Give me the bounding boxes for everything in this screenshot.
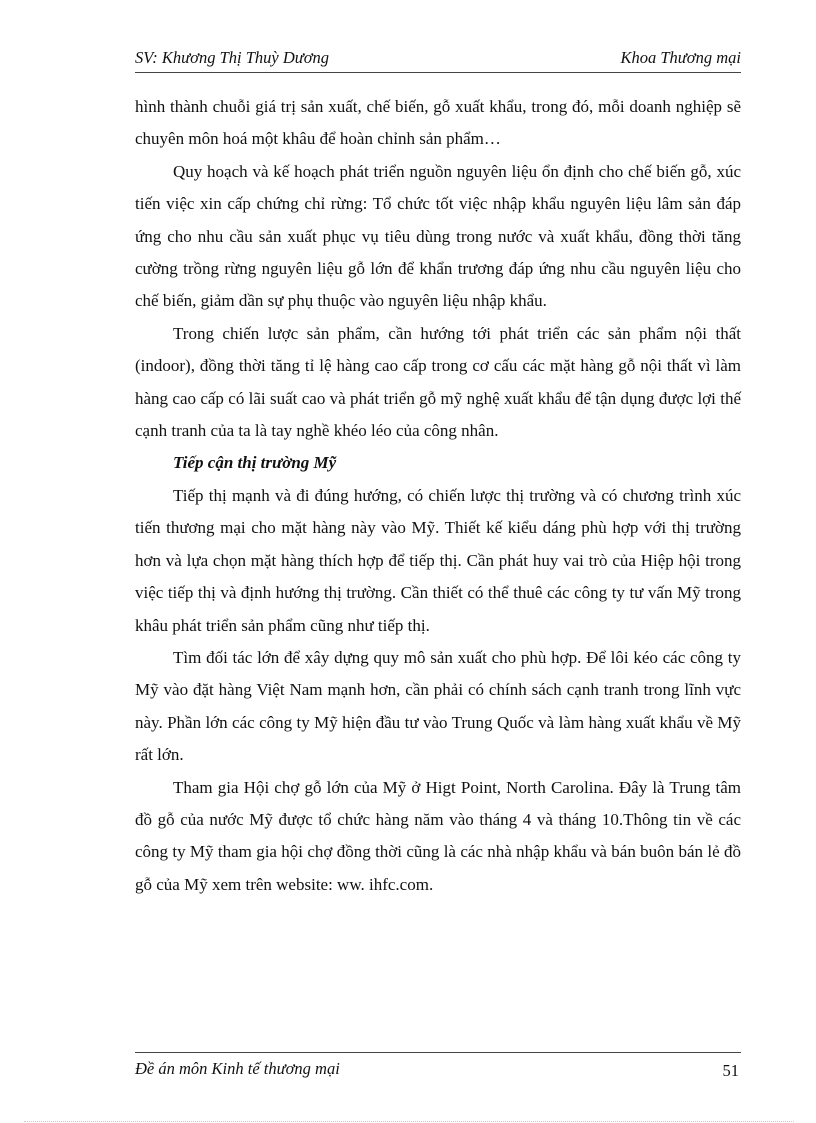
paragraph-3: Trong chiến lược sản phẩm, cần hướng tới phát triển các sản phẩm nội thất (indoor), đồng thời tăng tỉ lệ hàng cao cấp trong cơ cấu các mặt hàng gỗ nội thất vì làm hàng cao cấp có lãi suất cao và phát triển gỗ mỹ nghệ xuất khẩu để tận dụng được lợi thế cạnh tranh của ta là tay nghề khéo léo của công nhân.: [135, 323, 741, 441]
paragraph-6: Tham gia Hội chợ gỗ lớn của Mỹ ở Higt Point, North Carolina. Đây là Trung tâm đồ gỗ của nước Mỹ được tổ chức hàng năm vào tháng 4 và tháng 10.Thông tin về các công ty Mỹ tham gia hội chợ đồng thời cũng là các nhà nhập khẩu và bán buôn bán lẻ đồ gỗ của Mỹ xem trên website: ww. ihfc.com.: [135, 777, 741, 894]
header-faculty: Khoa Thương mại: [620, 48, 741, 67]
page-footer: [135, 1052, 741, 1083]
paragraph-5: Tìm đối tác lớn để xây dựng quy mô sản xuất cho phù hợp. Để lôi kéo các công ty Mỹ vào đặt hàng Việt Nam mạnh hơn, cần phải có chính sách cạnh tranh trong lĩnh vực này. Phần lớn các công ty Mỹ hiện đầu tư vào Trung Quốc và làm hàng xuất khẩu về Mỹ rất lớn.: [135, 647, 741, 765]
page-edge-divider: [24, 1121, 794, 1122]
paragraph-2: Quy hoạch và kế hoạch phát triển nguồn nguyên liệu ổn định cho chế biến gỗ, xúc tiến việc xin cấp chứng chỉ rừng: Tổ chức tốt việc nhập khẩu nguyên liệu lâm sản đáp ứng cho nhu cầu sản xuất phục vụ tiêu dùng trong nước và xuất khẩu, đồng thời tăng cường trồng rừng nguyên liệu gỗ lớn để khẩn trương đáp ứng nhu cầu nguyên liệu cho chế biến, giảm dần sự phụ thuộc vào nguyên liệu nhập khẩu.: [135, 161, 741, 311]
section-subheading: Tiếp cận thị trường Mỹ: [173, 453, 337, 473]
header-student-name: SV: Khương Thị Thuỳ Dương: [135, 48, 330, 67]
paragraph-4: Tiếp thị mạnh và đi đúng hướng, có chiến lược thị trường và có chương trình xúc tiến thương mại cho mặt hàng này vào Mỹ. Thiết kế kiểu dáng phù hợp với thị trường hơn và lựa chọn mặt hàng thích hợp để tiếp thị. Cần phát huy vai trò của Hiệp hội trong việc tiếp thị và định hướng thị trường. Cần thiết có thể thuê các công ty tư vấn Mỹ trong khâu phát triển sản phẩm cũng như tiếp thị.: [135, 485, 741, 635]
paragraph-1: hình thành chuỗi giá trị sản xuất, chế biến, gỗ xuất khẩu, trong đó, mỗi doanh nghiệp sẽ chuyên môn hoá một khâu để hoàn chỉnh sản phẩm…: [135, 97, 741, 149]
page-body: [135, 91, 741, 901]
page-header: [135, 48, 741, 73]
footer-course-title: Đề án môn Kinh tế thương mại: [135, 1059, 340, 1078]
page-number: 51: [722, 1061, 739, 1080]
